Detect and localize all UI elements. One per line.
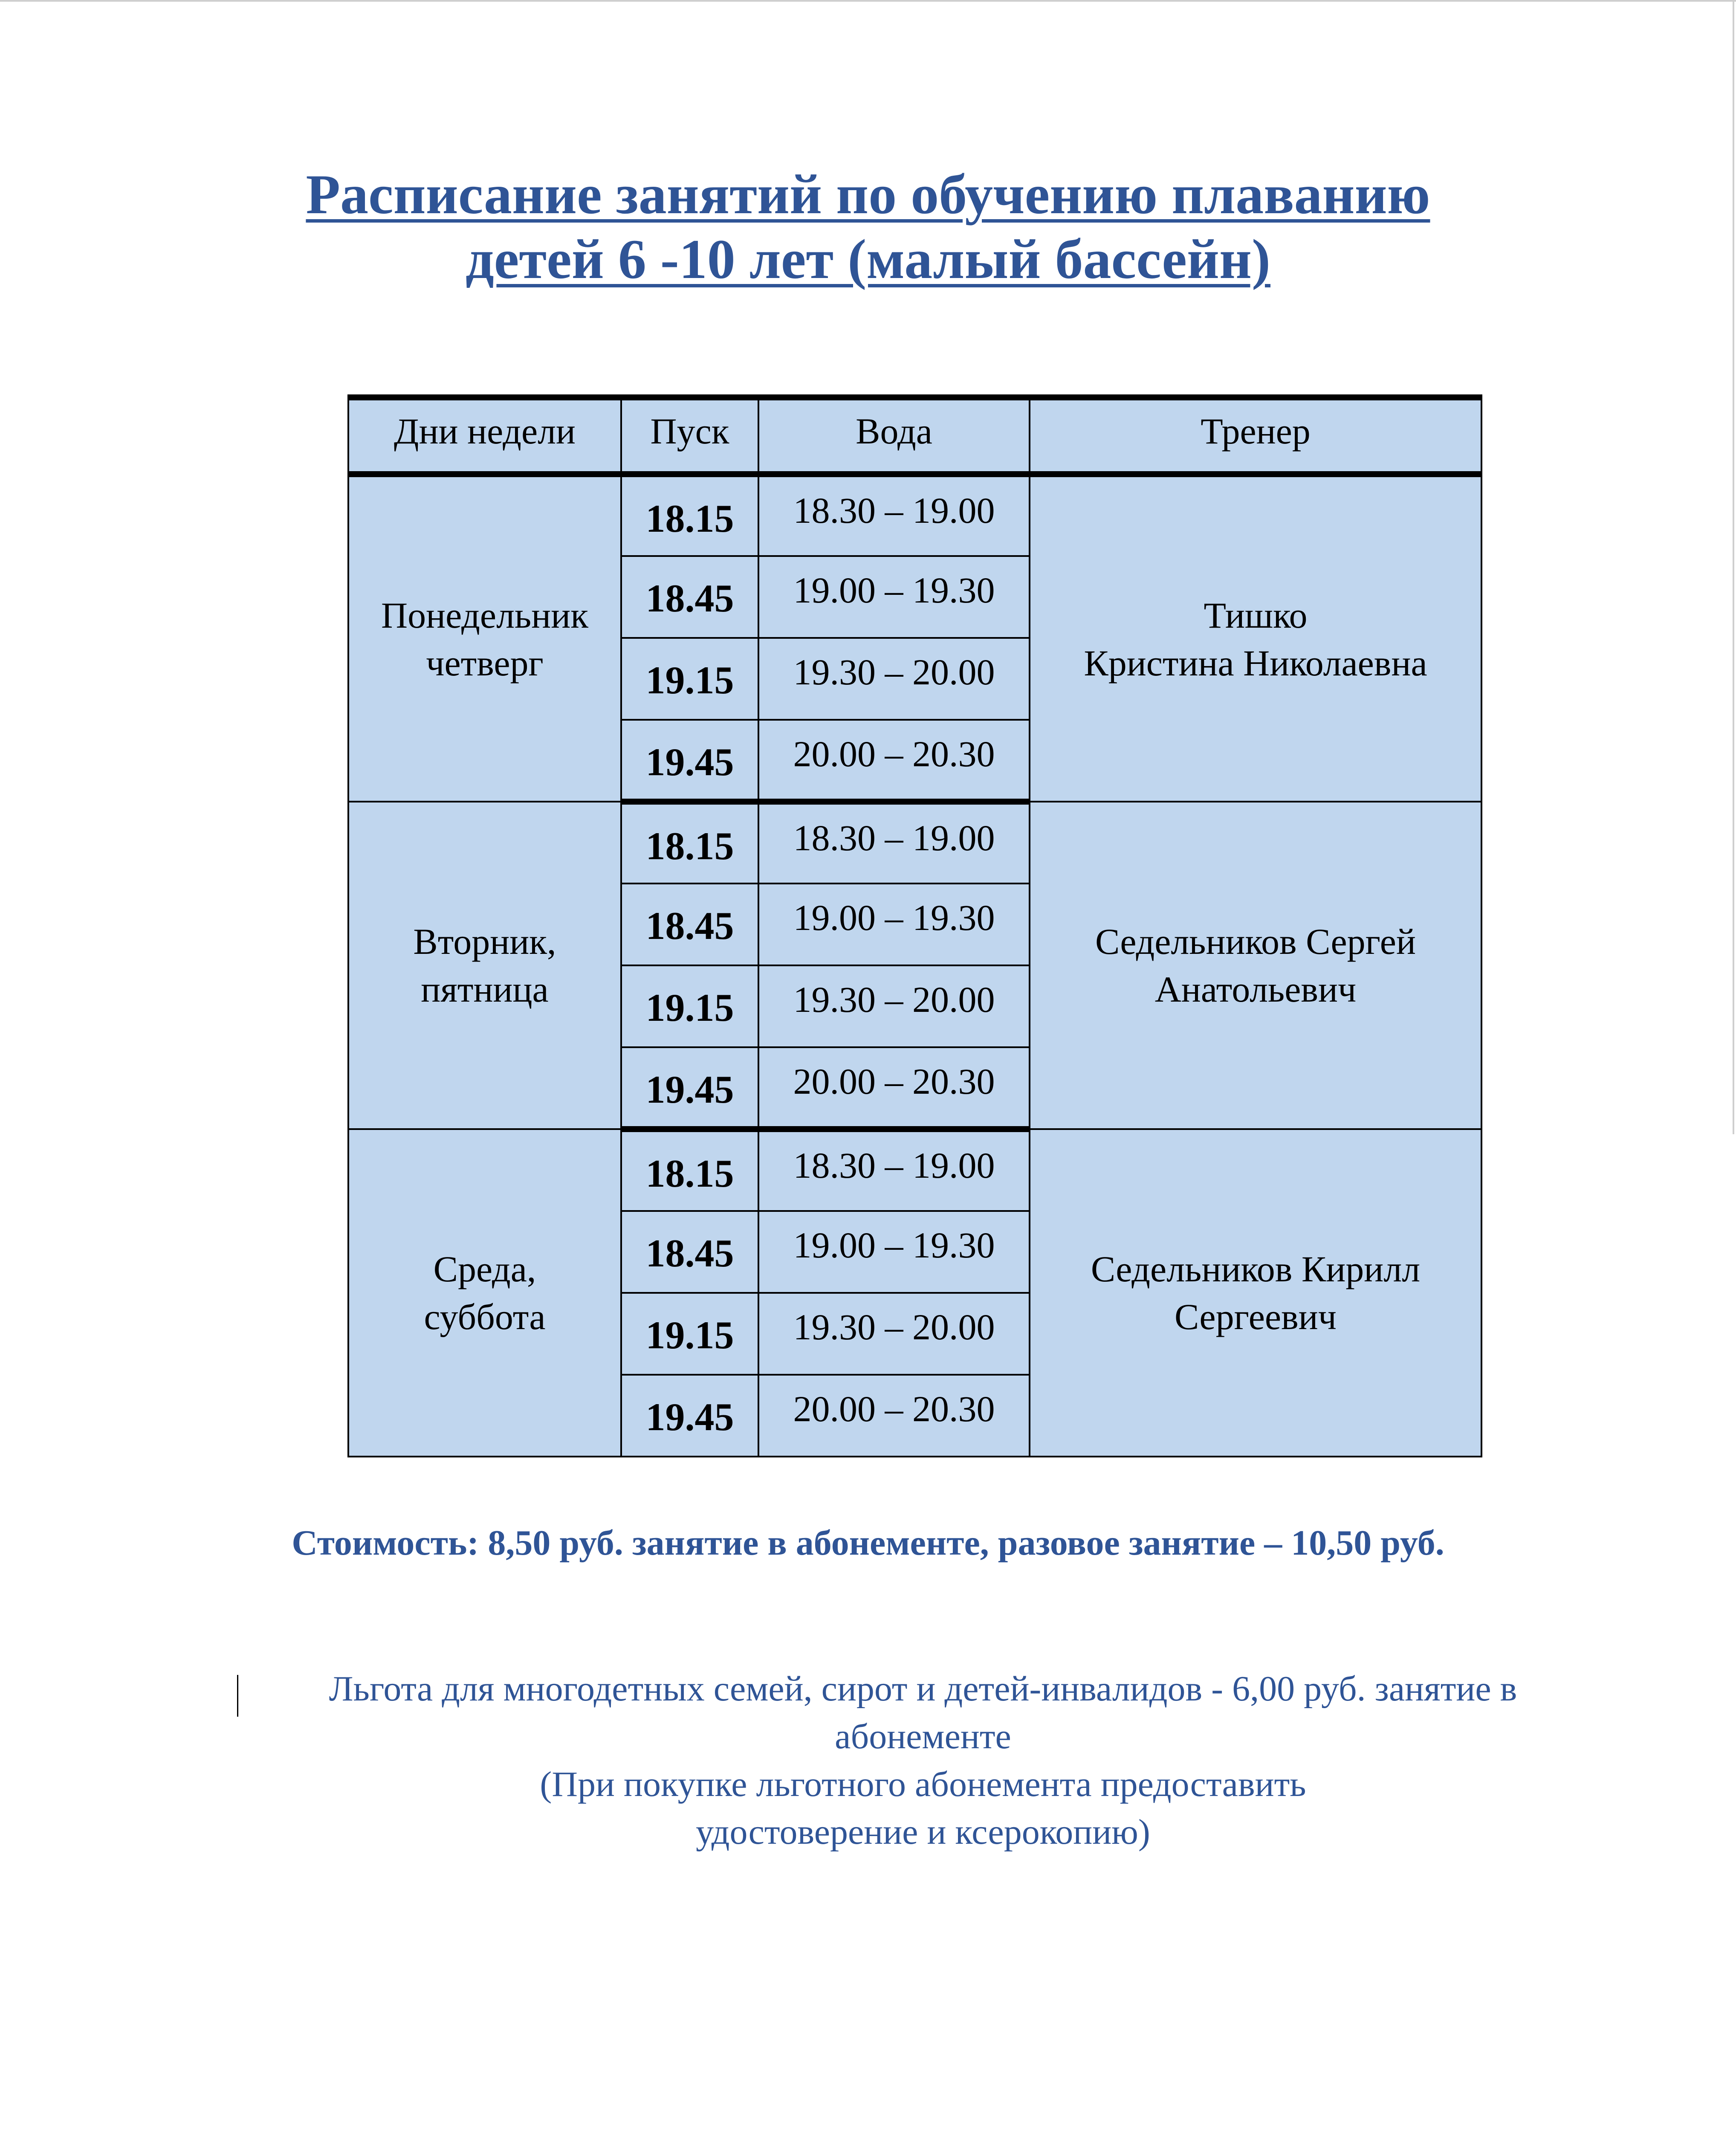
title-line-2: детей 6 -10 лет (малый бассейн) <box>465 228 1271 290</box>
schedule-table <box>347 394 1482 1457</box>
water-time: 18.30 – 19.00 <box>758 802 1030 884</box>
water-time: 18.30 – 19.00 <box>758 1129 1030 1211</box>
group-monday-thursday <box>348 474 1481 802</box>
water-time: 20.00 – 20.30 <box>758 1047 1030 1129</box>
table-row <box>348 1129 1481 1211</box>
start-time: 19.45 <box>621 1047 758 1129</box>
coach-cell <box>1030 802 1481 1129</box>
water-time: 19.00 – 19.30 <box>758 884 1030 965</box>
water-time: 18.30 – 19.00 <box>758 474 1030 556</box>
water-time: 20.00 – 20.30 <box>758 1375 1030 1457</box>
benefit-line: Льгота для многодетных семей, сирот и детей-инвалидов - 6,00 руб. занятие в <box>329 1669 1517 1709</box>
days-line: суббота <box>424 1296 546 1337</box>
header-start: Пуск <box>621 397 758 474</box>
water-time: 20.00 – 20.30 <box>758 720 1030 802</box>
title-line-1: Расписание занятий по обучению плаванию <box>306 163 1430 226</box>
start-time: 19.45 <box>621 720 758 802</box>
page-border-top <box>0 0 1736 2</box>
benefit-line: (При покупке льготного абонемента предоставить <box>540 1764 1306 1804</box>
coach-line: Седельников Кирилл <box>1091 1248 1421 1289</box>
days-line: четверг <box>426 642 544 684</box>
group-tuesday-friday <box>348 802 1481 1129</box>
group-wednesday-saturday <box>348 1129 1481 1457</box>
benefit-line: удостоверение и ксерокопию) <box>696 1812 1150 1852</box>
days-cell <box>348 802 621 1129</box>
start-time: 19.15 <box>621 965 758 1047</box>
start-time: 18.45 <box>621 1211 758 1293</box>
benefit-line: абонементе <box>835 1717 1011 1756</box>
coach-line: Седельников Сергей <box>1095 921 1416 962</box>
coach-cell <box>1030 474 1481 802</box>
header-water: Вода <box>758 397 1030 474</box>
header-days: Дни недели <box>348 397 621 474</box>
days-line: Понедельник <box>381 594 589 636</box>
table-row <box>348 802 1481 884</box>
start-time: 19.15 <box>621 638 758 720</box>
page-title <box>0 162 1736 292</box>
water-time: 19.30 – 20.00 <box>758 638 1030 720</box>
water-time: 19.30 – 20.00 <box>758 1293 1030 1375</box>
start-time: 18.15 <box>621 474 758 556</box>
header-coach: Тренер <box>1030 397 1481 474</box>
days-line: Вторник, <box>413 921 556 962</box>
days-line: пятница <box>421 969 549 1010</box>
table-row <box>348 474 1481 556</box>
coach-cell <box>1030 1129 1481 1457</box>
water-time: 19.00 – 19.30 <box>758 556 1030 638</box>
benefit-note[interactable] <box>222 1665 1624 1856</box>
table-header-row <box>348 397 1481 474</box>
start-time: 18.15 <box>621 1129 758 1211</box>
coach-line: Анатольевич <box>1154 969 1357 1010</box>
coach-line: Сергеевич <box>1175 1296 1337 1337</box>
days-cell <box>348 474 621 802</box>
start-time: 19.45 <box>621 1375 758 1457</box>
cost-note: Стоимость: 8,50 руб. занятие в абонементе, разовое занятие – 10,50 руб. <box>292 1523 1444 1563</box>
coach-line: Кристина Николаевна <box>1084 642 1427 684</box>
coach-line: Тишко <box>1204 594 1308 636</box>
days-line: Среда, <box>433 1248 536 1289</box>
start-time: 19.15 <box>621 1293 758 1375</box>
start-time: 18.15 <box>621 802 758 884</box>
start-time: 18.45 <box>621 884 758 965</box>
start-time: 18.45 <box>621 556 758 638</box>
days-cell <box>348 1129 621 1457</box>
water-time: 19.30 – 20.00 <box>758 965 1030 1047</box>
water-time: 19.00 – 19.30 <box>758 1211 1030 1293</box>
